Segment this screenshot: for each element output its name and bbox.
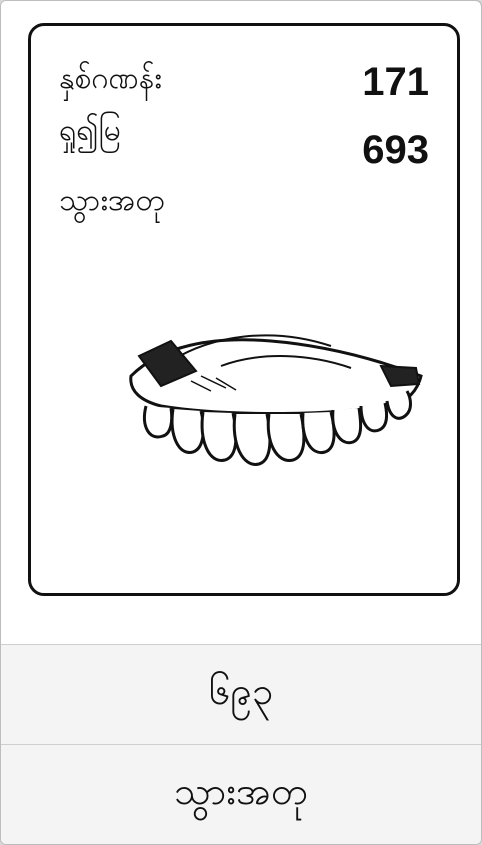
- card-label-subject: သွားအတု: [59, 183, 165, 218]
- card-image-area: [1, 1, 481, 644]
- card-value-three-digit: 693: [362, 128, 429, 172]
- card-label-three-digit: ရှု၍မြ: [59, 113, 121, 148]
- option-number-button[interactable]: ၆၉၃: [1, 644, 481, 744]
- card-label-two-digit: နှစ်ဂဏန်း: [59, 61, 162, 96]
- card-value-two-digit: 171: [362, 60, 429, 104]
- option-text-button[interactable]: သွားအတု: [1, 744, 481, 844]
- dream-card: [28, 23, 460, 596]
- dentures-sketch-icon: [101, 306, 431, 486]
